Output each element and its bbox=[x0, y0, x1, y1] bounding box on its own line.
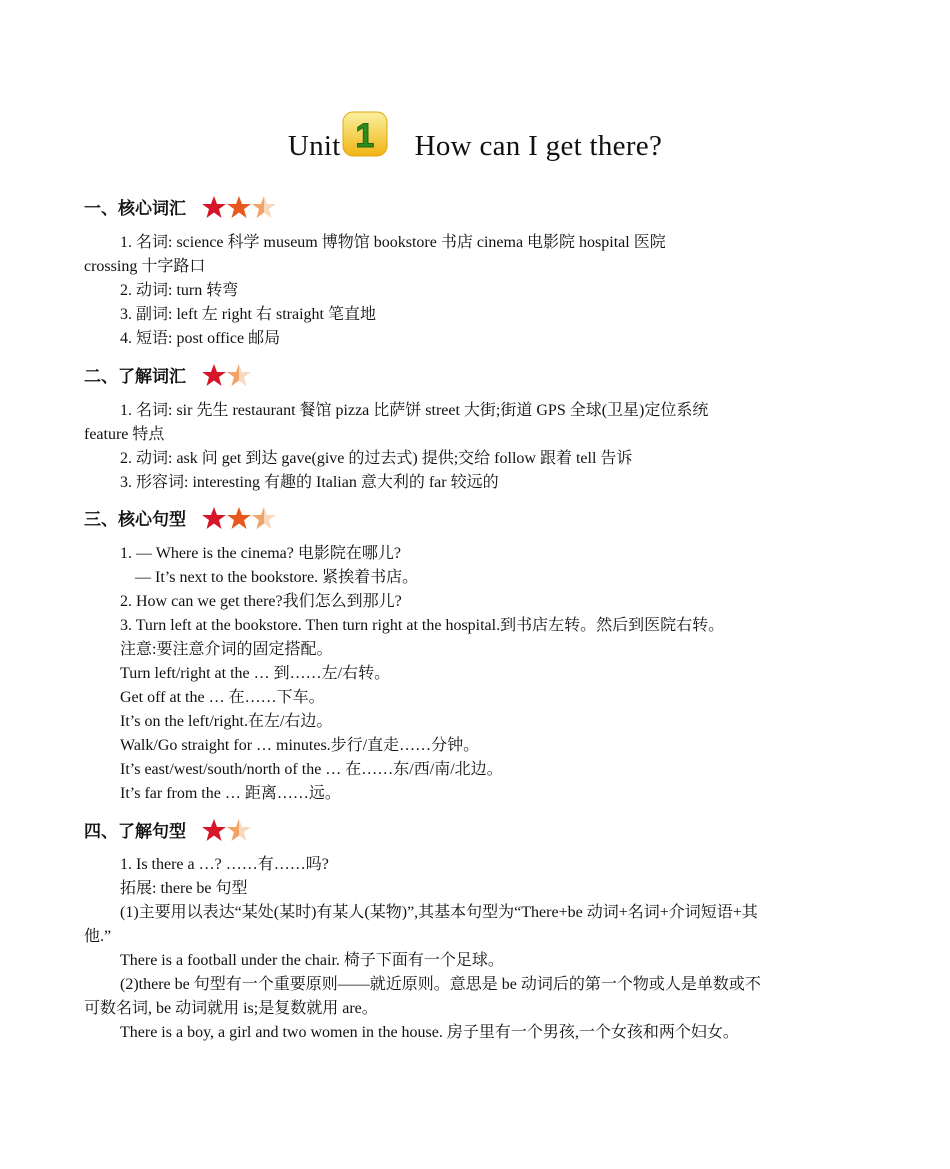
text-line: 1. 名词: sir 先生 restaurant 餐馆 pizza 比萨饼 street 大街;街道 GPS 全球(卫星)定位系统 bbox=[120, 402, 709, 419]
star-icon bbox=[202, 364, 226, 386]
text-line: feature 特点 bbox=[84, 426, 165, 443]
half-star-icon bbox=[252, 196, 276, 218]
text-line: Walk/Go straight for … minutes.步行/直走……分钟。 bbox=[120, 737, 480, 754]
section-title: 三、核心句型 bbox=[84, 510, 186, 529]
star-icon bbox=[202, 819, 226, 841]
section-title: 一、核心词汇 bbox=[84, 199, 186, 218]
section-title: 四、了解句型 bbox=[84, 822, 186, 841]
rating-stars bbox=[202, 507, 276, 529]
star-icon bbox=[227, 507, 251, 529]
text-line: 3. 副词: left 左 right 右 straight 笔直地 bbox=[120, 306, 376, 323]
star-icon bbox=[202, 507, 226, 529]
half-star-icon bbox=[252, 507, 276, 529]
rating-stars bbox=[202, 364, 251, 386]
text-line: 1. Is there a …? ……有……吗? bbox=[120, 856, 329, 873]
section-heading-know-vocabulary bbox=[84, 362, 251, 387]
section-heading-know-sentences bbox=[84, 817, 251, 842]
text-line: crossing 十字路口 bbox=[84, 258, 206, 275]
text-line: 注意:要注意介词的固定搭配。 bbox=[120, 641, 333, 658]
section-heading-core-sentences bbox=[84, 505, 276, 530]
unit-title-text: How can I get there? bbox=[414, 129, 663, 162]
text-line: 1. 名词: science 科学 museum 博物馆 bookstore 书店 cinema 电影院 hospital 医院 bbox=[120, 234, 666, 251]
unit-number: 1 bbox=[355, 117, 375, 155]
text-line: 他.” bbox=[84, 928, 112, 945]
half-star-icon bbox=[227, 364, 251, 386]
text-line: 2. 动词: turn 转弯 bbox=[120, 282, 239, 299]
text-line: It’s east/west/south/north of the … 在……东/西/南/北边。 bbox=[120, 761, 503, 778]
text-line: There is a football under the chair. 椅子下面有一个足球。 bbox=[120, 952, 504, 969]
text-line: 2. How can we get there?我们怎么到那儿? bbox=[120, 593, 402, 610]
text-line: It’s far from the … 距离……远。 bbox=[120, 785, 341, 802]
text-line: 可数名词, be 动词就用 is;是复数就用 are。 bbox=[84, 1000, 378, 1017]
text-line: 3. 形容词: interesting 有趣的 Italian 意大利的 far 较远的 bbox=[120, 474, 499, 491]
text-line: Get off at the … 在……下车。 bbox=[120, 689, 325, 706]
text-line: 3. Turn left at the bookstore. Then turn right at the hospital.到书店左转。然后到医院右转。 bbox=[120, 617, 725, 634]
section-title: 二、了解词汇 bbox=[84, 367, 186, 386]
text-line: (1)主要用以表达“某处(某时)有某人(某物)”,其基本句型为“There+be 动词+名词+介词短语+其 bbox=[120, 904, 758, 921]
text-line: There is a boy, a girl and two women in the house. 房子里有一个男孩,一个女孩和两个妇女。 bbox=[120, 1024, 739, 1041]
text-line: It’s on the left/right.在左/右边。 bbox=[120, 713, 333, 730]
rating-stars bbox=[202, 196, 276, 218]
text-line: 2. 动词: ask 问 get 到达 gave(give 的过去式) 提供;交给 follow 跟着 tell 告诉 bbox=[120, 450, 633, 467]
star-icon bbox=[202, 196, 226, 218]
half-star-icon bbox=[227, 819, 251, 841]
text-line: Turn left/right at the … 到……左/右转。 bbox=[120, 665, 391, 682]
star-icon bbox=[227, 196, 251, 218]
unit-number-badge bbox=[341, 110, 389, 158]
rating-stars bbox=[202, 819, 251, 841]
unit-label: Unit bbox=[287, 129, 341, 162]
text-line: 4. 短语: post office 邮局 bbox=[120, 330, 281, 347]
text-line: — It’s next to the bookstore. 紧挨着书店。 bbox=[135, 569, 419, 586]
text-line: (2)there be 句型有一个重要原则——就近原则。意思是 be 动词后的第一个物或人是单数或不 bbox=[120, 976, 761, 993]
page-title bbox=[0, 108, 950, 168]
section-heading-core-vocabulary bbox=[84, 194, 276, 219]
text-line: 拓展: there be 句型 bbox=[120, 880, 248, 897]
text-line: 1. — Where is the cinema? 电影院在哪儿? bbox=[120, 545, 401, 562]
